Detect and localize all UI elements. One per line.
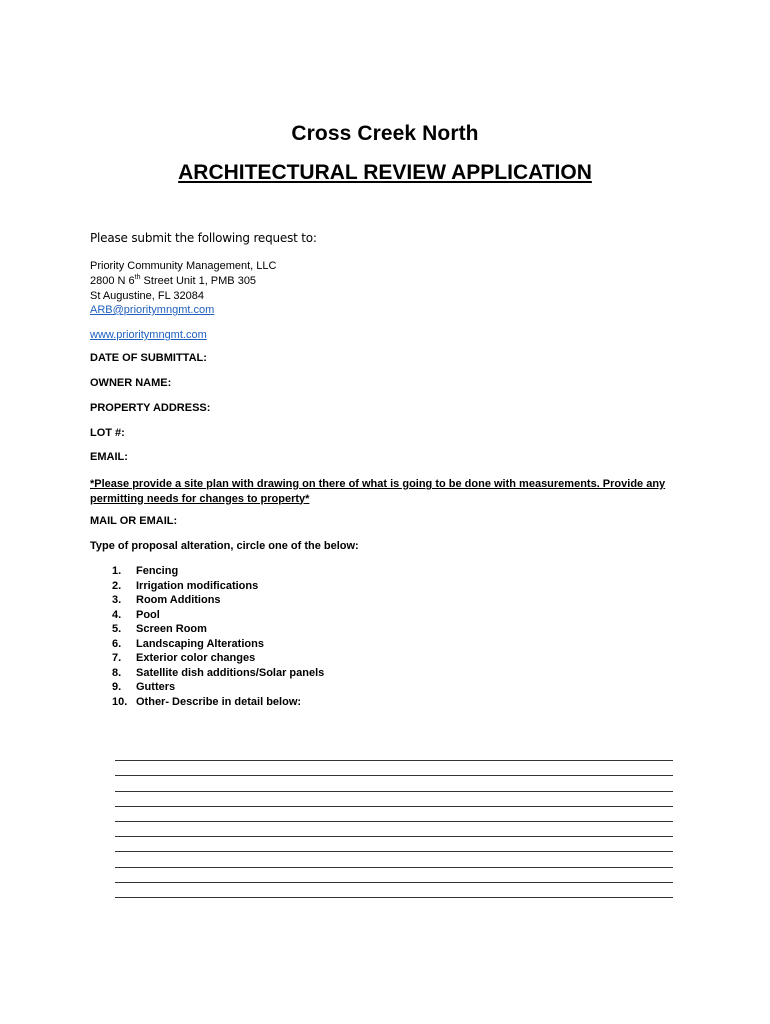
- list-item[interactable]: [112, 579, 324, 594]
- list-item[interactable]: [112, 593, 324, 608]
- list-item[interactable]: [112, 666, 324, 681]
- description-line[interactable]: [115, 883, 673, 898]
- option-label: Fencing: [136, 565, 179, 577]
- street-prefix: 2800 N 6: [90, 275, 135, 287]
- description-line[interactable]: [115, 822, 673, 837]
- company-name: Priority Community Management, LLC: [90, 260, 277, 272]
- email-label: EMAIL:: [90, 451, 128, 463]
- list-item[interactable]: [112, 680, 324, 695]
- list-item[interactable]: [112, 651, 324, 666]
- owner-name-label: OWNER NAME:: [90, 377, 172, 389]
- street-suffix: Street Unit 1, PMB 305: [140, 275, 257, 287]
- date-of-submittal-label: DATE OF SUBMITTAL:: [90, 352, 207, 364]
- option-number: 5.: [112, 623, 122, 635]
- description-line[interactable]: [115, 792, 673, 807]
- description-lines: [115, 746, 673, 898]
- option-label: Satellite dish additions/Solar panels: [136, 666, 325, 679]
- option-number: 8.: [112, 666, 122, 679]
- document-title: Cross Creek North: [291, 122, 479, 145]
- option-number: 6.: [112, 637, 122, 650]
- list-item[interactable]: [112, 695, 324, 710]
- option-number: 2.: [112, 579, 122, 592]
- property-address-label: PROPERTY ADDRESS:: [90, 402, 211, 414]
- option-label: Room Additions: [136, 594, 221, 606]
- option-label: Screen Room: [136, 623, 207, 635]
- list-item[interactable]: [112, 608, 324, 623]
- email-link[interactable]: ARB@prioritymngmt.com: [90, 304, 215, 316]
- option-number: 7.: [112, 652, 122, 664]
- description-line[interactable]: [115, 746, 673, 761]
- street-address: [90, 274, 256, 289]
- option-number: 4.: [112, 608, 122, 621]
- website-link-wrap: [90, 328, 207, 343]
- option-number: 3.: [112, 594, 122, 606]
- option-label: Pool: [136, 608, 160, 621]
- option-number: 10.: [112, 695, 128, 708]
- description-line[interactable]: [115, 868, 673, 883]
- website-link[interactable]: www.prioritymngmt.com: [90, 329, 207, 341]
- proposal-options-list: [112, 564, 324, 709]
- option-label: Exterior color changes: [136, 652, 256, 664]
- description-line[interactable]: [115, 852, 673, 867]
- mail-or-email-label: MAIL OR EMAIL:: [90, 515, 178, 527]
- list-item[interactable]: [112, 564, 324, 579]
- street-ordinal: th: [134, 274, 141, 281]
- city-state-zip: St Augustine, FL 32084: [90, 290, 204, 302]
- description-line[interactable]: [115, 761, 673, 776]
- option-label: Landscaping Alterations: [136, 637, 264, 650]
- option-label: Irrigation modifications: [136, 579, 259, 592]
- description-line[interactable]: [115, 837, 673, 852]
- email-link-wrap: [90, 303, 214, 318]
- option-number: 1.: [112, 565, 122, 577]
- option-number: 9.: [112, 681, 122, 693]
- site-plan-note: *Please provide a site plan with drawing on there of what is going to be done with measurements. Provide any permitting needs for changes to property*: [90, 478, 666, 505]
- option-label: Other- Describe in detail below:: [136, 695, 302, 708]
- description-line[interactable]: [115, 776, 673, 791]
- list-item[interactable]: [112, 637, 324, 652]
- list-item[interactable]: [112, 622, 324, 637]
- submission-instructions: Please submit the following request to:: [90, 231, 317, 245]
- option-label: Gutters: [136, 681, 176, 693]
- lot-number-label: LOT #:: [90, 427, 125, 439]
- document-subtitle: ARCHITECTURAL REVIEW APPLICATION: [178, 161, 592, 184]
- proposal-type-prompt: Type of proposal alteration, circle one of the below:: [90, 540, 359, 552]
- description-line[interactable]: [115, 807, 673, 822]
